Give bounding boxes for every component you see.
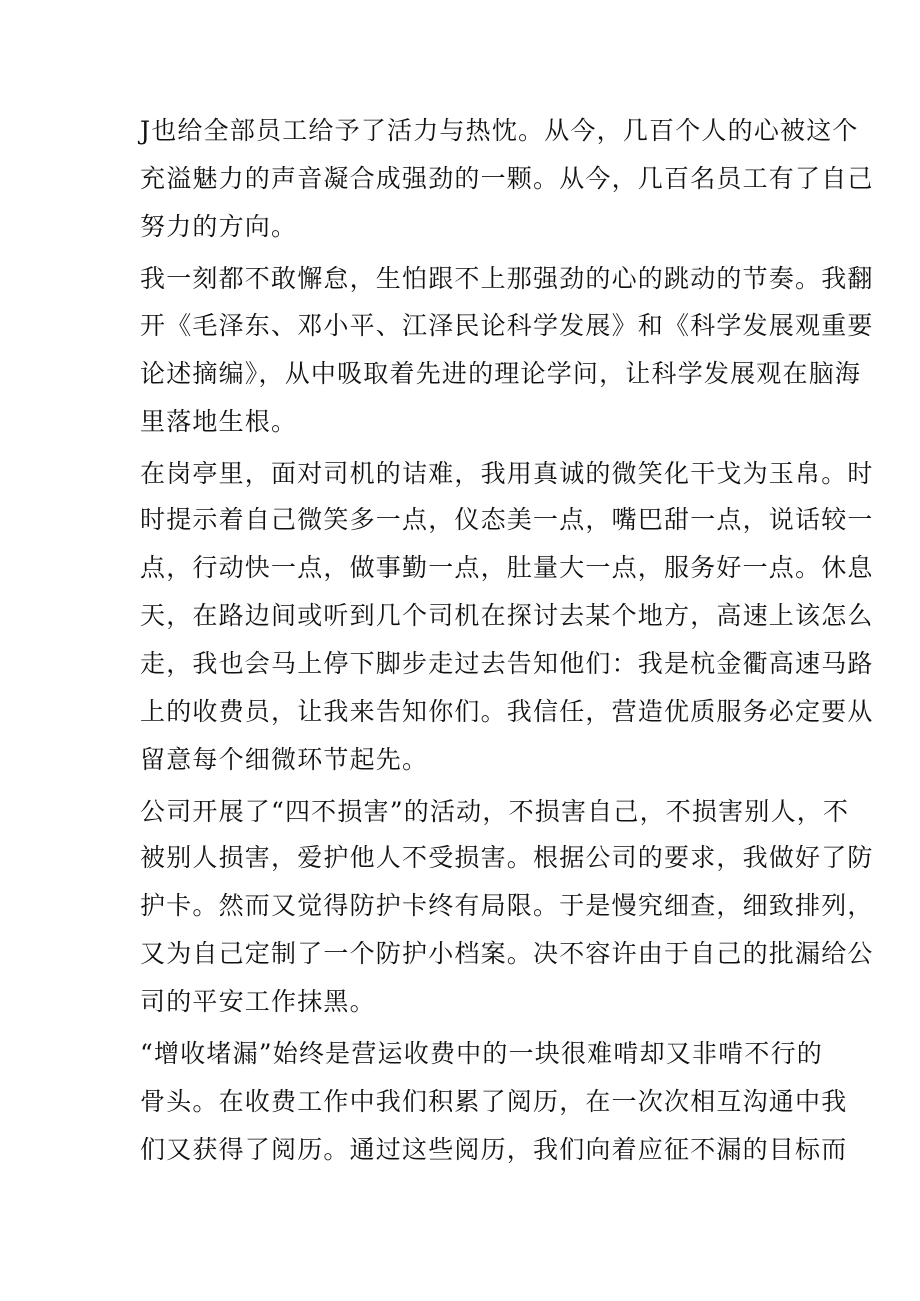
text-line: “增收堵漏”始终是营运收费中的一块很难啃却又非啃不行的 (140, 1039, 823, 1068)
text-line: 在岗亭里，面对司机的诘难，我用真诚的微笑化干戈为玉帛。时 (140, 459, 874, 488)
text-line: 开《毛泽东、邓小平、江泽民论科学发展》和《科学发展观重要 (140, 311, 874, 340)
text-line: 走，我也会马上停下脚步走过去告知他们：我是杭金衢高速马路 (140, 649, 874, 678)
text-line: 充溢魅力的声音凝合成强劲的一颗。从今，几百名员工有了自己 (140, 164, 874, 193)
text-line: J也给全部员工给予了活力与热忱。从今，几百个人的心被这个 (140, 116, 859, 145)
text-line: 上的收费员，让我来告知你们。我信任，营造优质服务必定要从 (140, 697, 874, 726)
text-line: 司的平安工作抹黑。 (140, 987, 376, 1016)
text-line: 天，在路边间或听到几个司机在探讨去某个地方，高速上该怎么 (140, 601, 874, 630)
text-line: 留意每个细微环节起先。 (140, 745, 429, 774)
text-line: 被别人损害，爱护他人不受损害。根据公司的要求，我做好了防 (140, 843, 874, 872)
text-line: 护卡。然而又觉得防护卡终有局限。于是慢究细查，细致排列， (140, 891, 874, 920)
text-line: 我一刻都不敢懈怠，生怕跟不上那强劲的心的跳动的节奏。我翻 (140, 264, 874, 293)
text-line: 们又获得了阅历。通过这些阅历，我们向着应征不漏的目标而 (140, 1135, 848, 1164)
text-line: 点，行动快一点，做事勤一点，肚量大一点，服务好一点。休息 (140, 553, 874, 582)
text-line: 努力的方向。 (140, 212, 298, 241)
text-line: 论述摘编》，从中吸取着先进的理论学问，让科学发展观在脑海 (140, 359, 862, 388)
text-line: 时提示着自己微笑多一点，仪态美一点，嘴巴甜一点，说话较一 (140, 505, 874, 534)
text-line: 里落地生根。 (140, 407, 298, 436)
text-line: 公司开展了“四不损害”的活动，不损害自己，不损害别人，不 (140, 797, 850, 826)
text-line: 又为自己定制了一个防护小档案。决不容许由于自己的批漏给公 (140, 939, 874, 968)
text-line: 骨头。在收费工作中我们积累了阅历，在一次次相互沟通中我 (140, 1087, 848, 1116)
